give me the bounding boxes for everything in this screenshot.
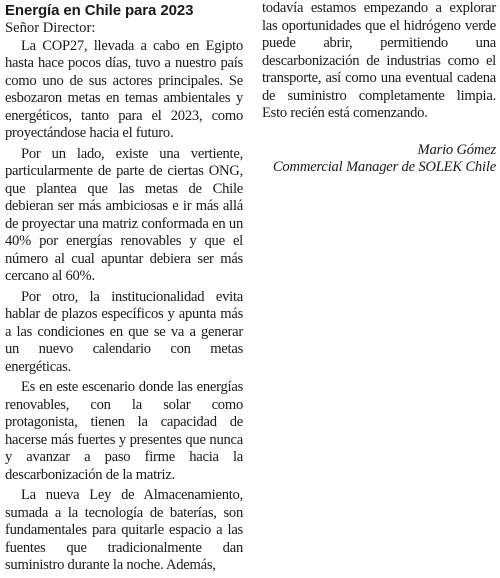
paragraph-1: La COP27, llevada a cabo en Egipto hasta hace pocos días, tuvo a nuestro país como uno de sus actores principales. Se esbozaron metas en temas ambientales y energéticos, tanto para el 2023, como proyectándose hacia el futuro. [5, 37, 243, 141]
left-column [5, 0, 243, 578]
paragraph-4: Es en este escenario donde las energías renovables, con la solar como protagonista, tienen la capacidad de hacerse más fuertes y presentes que nunca y avanzar a paso firme hacia la descarbonización de la matriz. [5, 379, 243, 483]
signature-role: Commercial Manager de SOLEK Chile [272, 159, 496, 175]
paragraph-2: Por un lado, existe una vertiente, particularmente de parte de ciertas ONG, que plantea que las metas de Chile debieran ser más ambiciosas e ir más allá de proyectar una matriz conformada en un 40% por energías renovables y que el número al cual apuntar debiera ser más cercano al 60%. [5, 145, 243, 284]
paragraph-continuation: todavía estamos empezando a explorar las oportunidades que el hidrógeno verde puede abrir, permitiendo una descarbonización de industrias como el transporte, así como una eventual cadena de suministro completamente limpia. Esto recién está comenzando. [262, 0, 496, 121]
paragraph-5: La nueva Ley de Almacenamiento, sumada a la tecnología de baterías, son fundamentales para quitarle espacio a las fuentes que tradicionalmente dan suministro durante la noche. Además, [5, 487, 243, 573]
right-column [262, 0, 496, 177]
paragraph-3: Por otro, la institucionalidad evita hablar de plazos específicos y apunta más a las condiciones en que se va a generar un nuevo calendario con metas energéticas. [5, 288, 243, 375]
signature-name: Mario Gómez [417, 141, 496, 158]
salutation: Señor Director: [5, 20, 96, 36]
signature [262, 142, 496, 177]
letter-title: Energía en Chile para 2023 [5, 2, 194, 19]
